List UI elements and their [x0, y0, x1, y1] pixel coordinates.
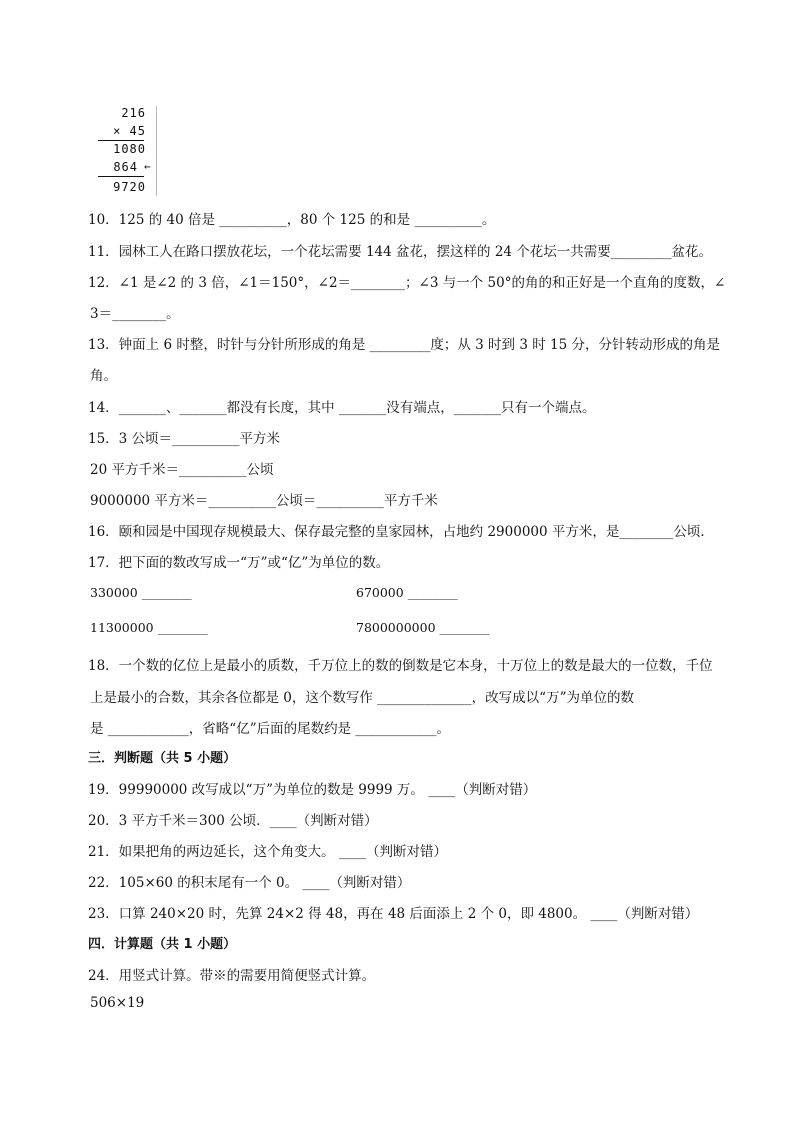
- question-24: 24．用竖式计算。带※的需要用简便竖式计算。: [88, 968, 376, 984]
- question-15: 15．3 公顷＝__________平方米: [88, 431, 281, 447]
- question-20: 20．3 平方千米＝300 公顷．____（判断对错）: [88, 813, 378, 829]
- question-14: 14．_______、_______都没有长度，其中 _______没有端点，_______只有一个端点。: [88, 400, 596, 416]
- question-17-item-b: 670000 ________: [356, 585, 458, 600]
- question-16: 16．颐和园是中国现存规模最大、保存最完整的皇家园林，占地约 2900000 平方米，是________公顷．: [88, 524, 714, 540]
- question-17-item-d: 7800000000 ________: [356, 620, 490, 635]
- question-15-c: 9000000 平方米＝__________公顷＝__________平方千米: [90, 493, 438, 509]
- calc-rule: [98, 176, 144, 177]
- section-4-heading: 四．计算题（共 1 小题）: [88, 937, 237, 952]
- calc-row-multiplier: × 45: [113, 124, 146, 138]
- margin-line: [156, 106, 157, 196]
- calc-row-partial-1: 1080: [113, 142, 146, 156]
- question-12: 12．∠1 是∠2 的 3 倍，∠1＝150°，∠2＝________；∠3 与一个 50°的角的和正好是一个直角的度数，∠: [88, 275, 726, 291]
- question-13-continued: 角。: [90, 368, 117, 384]
- section-3-heading: 三．判断题（共 5 小题）: [88, 751, 237, 766]
- calc-row-partial-2: 864: [113, 160, 138, 174]
- arrow-icon: ←: [144, 160, 152, 173]
- calc-row-product: 9720: [113, 180, 146, 194]
- question-18: 18．一个数的亿位上是最小的质数，千万位上的数的倒数是它本身，十万位上的数是最大的一位数，千位: [88, 658, 713, 674]
- question-13: 13．钟面上 6 时整，时针与分针所形成的角是 _________度；从 3 时到 3 时 15 分，分针转动形成的角是: [88, 337, 720, 353]
- question-12-continued: 3＝________。: [90, 306, 180, 322]
- question-17-item-a: 330000 ________: [90, 585, 192, 600]
- question-15-b: 20 平方千米＝__________公顷: [90, 462, 274, 478]
- question-18-continued-1: 上是最小的合数，其余各位都是 0，这个数写作 ______________，改写成以“万”为单位的数: [90, 690, 634, 706]
- question-10: 10．125 的 40 倍是 __________，80 个 125 的和是 __________。: [88, 212, 496, 228]
- question-22: 22．105×60 的积末尾有一个 0。 ____（判断对错）: [88, 875, 411, 891]
- question-24-item: 506×19: [90, 995, 145, 1011]
- question-23: 23．口算 240×20 时，先算 24×2 得 48，再在 48 后面添上 2 个 0，即 4800。 ____（判断对错）: [88, 906, 699, 922]
- question-18-continued-2: 是 ____________，省略“亿”后面的尾数约是 ____________。: [90, 721, 450, 737]
- calc-row-multiplicand: 216: [121, 106, 146, 120]
- question-11: 11．园林工人在路口摆放花坛，一个花坛需要 144 盆花，摆这样的 24 个花坛一共需要_________盆花。: [88, 244, 713, 260]
- question-17-item-c: 11300000 ________: [90, 620, 208, 635]
- question-17: 17．把下面的数改写成一“万”或“亿”为单位的数。: [88, 555, 390, 571]
- question-21: 21．如果把角的两边延长，这个角变大。 ____（判断对错）: [88, 844, 447, 860]
- question-19: 19．99990000 改写成以“万”为单位的数是 9999 万。 ____（判断对错）: [88, 782, 537, 798]
